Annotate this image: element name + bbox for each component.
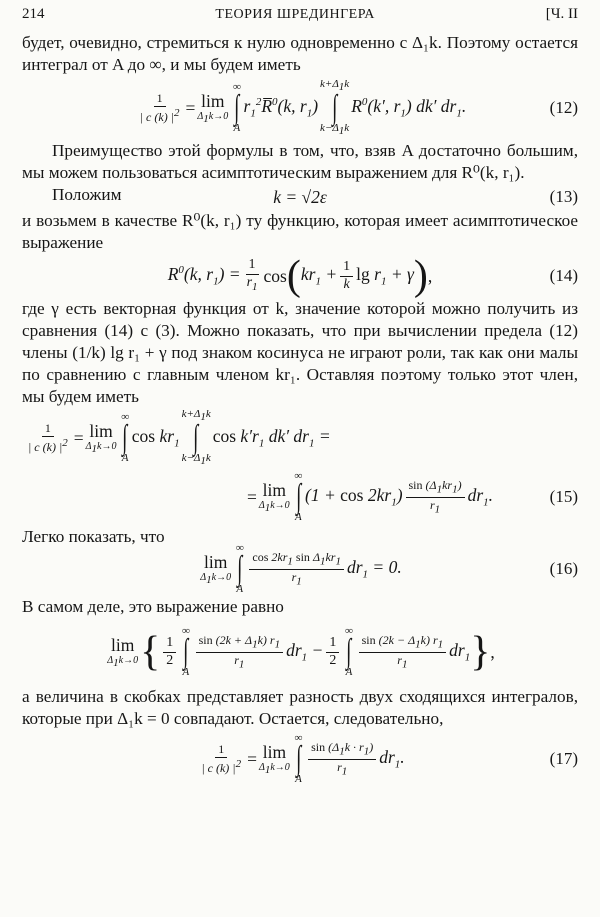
equation-unnumbered: lim $\Delta_1k\to 0$ { $\frac{1}{2}$ ∞ ∫ A $\frac{\sin (2k + \Delta_1k) r_1}{r_1}$ $dr_1$ − $\frac{1}{2}$ ∞ ∫ A $\frac{\sin (2k - \Delta_1k) r_1}{r_1}$ $dr_1$ } , bbox=[107, 624, 495, 679]
paragraph-3: Положим bbox=[52, 185, 122, 204]
paragraph-1: будет, очевидно, стремиться к нулю одновременно с Δ₁k. Поэтому остается интеграл от A до ∞, и мы будем иметь bbox=[22, 33, 578, 74]
page-number: 214 bbox=[22, 6, 45, 22]
equation-16: lim $\Delta_1k\to 0$ ∞ ∫ A $\frac{\cos 2kr_1 \sin \Delta_1kr_1}{r_1}$ $dr_1 = 0$. (16) bbox=[200, 541, 578, 596]
equation-14: $R^0(k$, $r_1$) = $\frac{1}{r_1}$ cos ( $kr_1$ + $\frac{1}{k}$ $\lg r_1 + \gamma$ ) , (14) bbox=[167, 253, 578, 299]
equation-14-number: (14) bbox=[549, 266, 578, 285]
equation-15-number: (15) bbox=[549, 487, 578, 506]
equation-16-number: (16) bbox=[549, 559, 578, 578]
equation-15-line-1: $\frac{1}{| c (k) |^2}$ = lim $\Delta_1k\to 0$ ∞ ∫ A $\cos kr_1$ $k+\Delta_1k$ ∫ $k-\Delta_1k$ $\cos k'r_1$ dk′ $dr_1$ = bbox=[28, 407, 331, 468]
paragraph-6: Легко показать, что bbox=[22, 527, 165, 546]
equation-15-line-2: = lim $\Delta_1k\to 0$ ∞ ∫ A $(1 + \cos 2kr_1)$ $\frac{\sin (\Delta_1kr_1)}{r_1}$ $dr_1$. (15) bbox=[246, 469, 578, 524]
equation-13: k = √2ε (13) bbox=[273, 186, 578, 207]
equation-12: $\frac{1}{| c (k) |^2}$ = lim $\Delta_1k\to 0$ ∞ ∫ A $r_1^2R̅^0(k$, $r_1$) $k+\Delta_1k$ ∫ $k-\Delta_1k$ $R^0(k'$, $r_1$) dk′ $dr_1$. (12) bbox=[139, 77, 578, 138]
equation-12-number: (12) bbox=[549, 98, 578, 117]
running-title: ТЕОРИЯ ШРЕДИНГЕРА bbox=[215, 7, 375, 22]
page-header bbox=[22, 6, 578, 32]
paragraph-7: В самом деле, это выражение равно bbox=[22, 597, 284, 616]
equation-13-number: (13) bbox=[549, 187, 578, 206]
paragraph-2: Преимущество этой формулы в том, что, взяв A достаточно большим, мы можем пользоваться асимптотическим выражением для R⁰(k, r₁). bbox=[22, 141, 578, 182]
paragraph-5: где γ есть векторная функция от k, значение которой можно получить из сравнения (14) с (3). Можно показать, что при вычислении предела (12) члены (1/k) lg r₁ + γ под знаком косинуса не играют роли, так как они малы по сравнению с главным членом kr₁. Оставляя поэтому только этот член, мы будем иметь bbox=[22, 299, 578, 406]
paragraph-4: и возьмем в качестве R⁰(k, r₁) ту функцию, которая имеет асимптотическое выражение bbox=[22, 211, 578, 252]
paragraph-8: а величина в скобках представляет разность двух сходящихся интегралов, которые при Δ₁k = 0 совпадают. Остается, следовательно, bbox=[22, 687, 578, 728]
equation-17-number: (17) bbox=[549, 749, 578, 768]
equation-17: $\frac{1}{| c (k) |^2}$ = lim $\Delta_1k\to 0$ ∞ ∫ A $\frac{\sin (\Delta_1k \cdot r_1)}{r_1}$ $dr_1$. (17) bbox=[201, 731, 578, 786]
part-label: [Ч. II bbox=[545, 6, 578, 22]
